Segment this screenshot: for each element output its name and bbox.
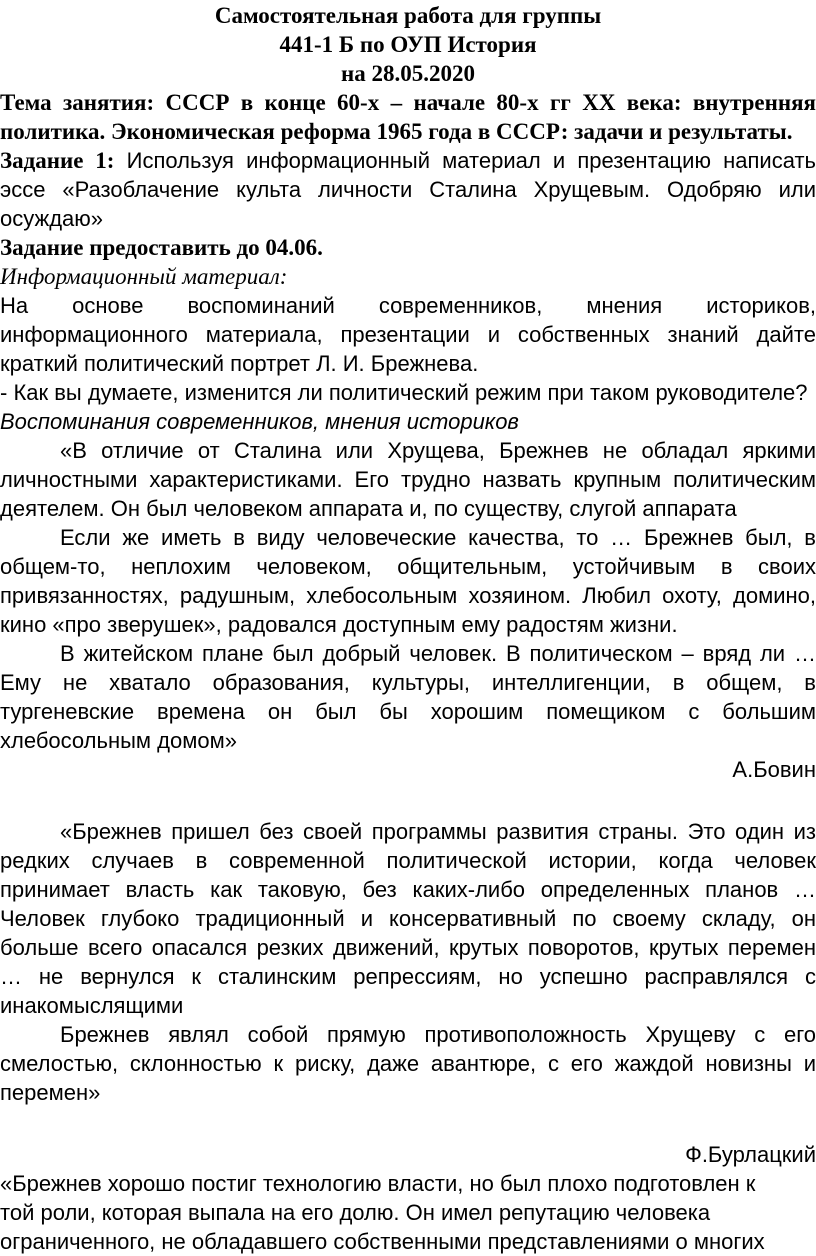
memories-heading: Воспоминания современников, мнения историков [0, 409, 519, 434]
header-title: Самостоятельная работа для группы [214, 3, 602, 28]
lesson-topic: Тема занятия: СССР в конце 60-х – начале 80-х гг XX века: внутренняя политика. Экономическая реформа 1965 года в СССР: задачи и результаты. [0, 90, 816, 144]
quote-2-paragraph-1: «Брежнев пришел без своей программы развития страны. Это один из редких случаев в современной политической истории, когда человек принимает власть как таковую, без каких-либо определенных планов … Человек глубоко традиционный и консервативный по своему складу, он больше всего опасался резких движений, крутых поворотов, крутых перемен … не вернулся к сталинским репрессиям, но успешно расправлялся с инакомыслящими [0, 819, 816, 1018]
quote-1-paragraph-3: В житейском плане был добрый человек. В политическом – вряд ли … Ему не хватало образования, культуры, интеллигенции, в общем, в тургеневские времена он был бы хорошим помещиком с большим хлебосольным домом» [0, 641, 816, 753]
info-heading: Информационный материал: [0, 264, 288, 289]
info-text: На основе воспоминаний современников, мнения историков, информационного материала, презентации и собственных знаний дайте краткий политический портрет Л. И. Брежнева. [0, 293, 816, 376]
quote-1-paragraph-2: Если же иметь в виду человеческие качества, то … Брежнев был, в общем-то, неплохим человеком, общительным, устойчивым в своих привязанностях, радушным, хлебосольным хозяином. Любил охоту, домино, кино «про зверушек», радовался доступным ему радостям жизни. [0, 525, 816, 637]
task-1-label: Задание 1: [0, 148, 115, 173]
quote-3-paragraph-1: «Брежнев хорошо постиг технологию власти, но был плохо подготовлен к той роли, которая выпала на его долю. Он имел репутацию человека ограниченного, не обладавшего собственными представлениями о многих [0, 1171, 765, 1254]
quote-2-author: Ф.Бурлацкий [685, 1142, 816, 1167]
deadline: Задание предоставить до 04.06. [0, 235, 323, 260]
quote-1-paragraph-1: «В отличие от Сталина или Хрущева, Брежнев не обладал яркими личностными характеристиками. Его трудно назвать крупным политическим деятелем. Он был человеком аппарата и, по существу, слугой аппарата [0, 438, 816, 521]
header-group: 441-1 Б по ОУП История [279, 32, 537, 57]
quote-2-paragraph-2: Брежнев являл собой прямую противоположность Хрущеву с его смелостью, склонностью к риску, даже авантюре, с его жаждой новизны и перемен» [0, 1022, 816, 1105]
question: - Как вы думаете, изменится ли политический режим при таком руководителе? [0, 380, 808, 405]
quote-1-author: А.Бовин [732, 757, 816, 782]
task-1-text: Используя информационный материал и презентацию написать эссе «Разоблачение культа личности Сталина Хрущевым. Одобряю или осуждаю» [0, 148, 816, 231]
document-header [0, 1, 816, 88]
header-date: на 28.05.2020 [340, 61, 475, 86]
task-1 [0, 146, 816, 233]
